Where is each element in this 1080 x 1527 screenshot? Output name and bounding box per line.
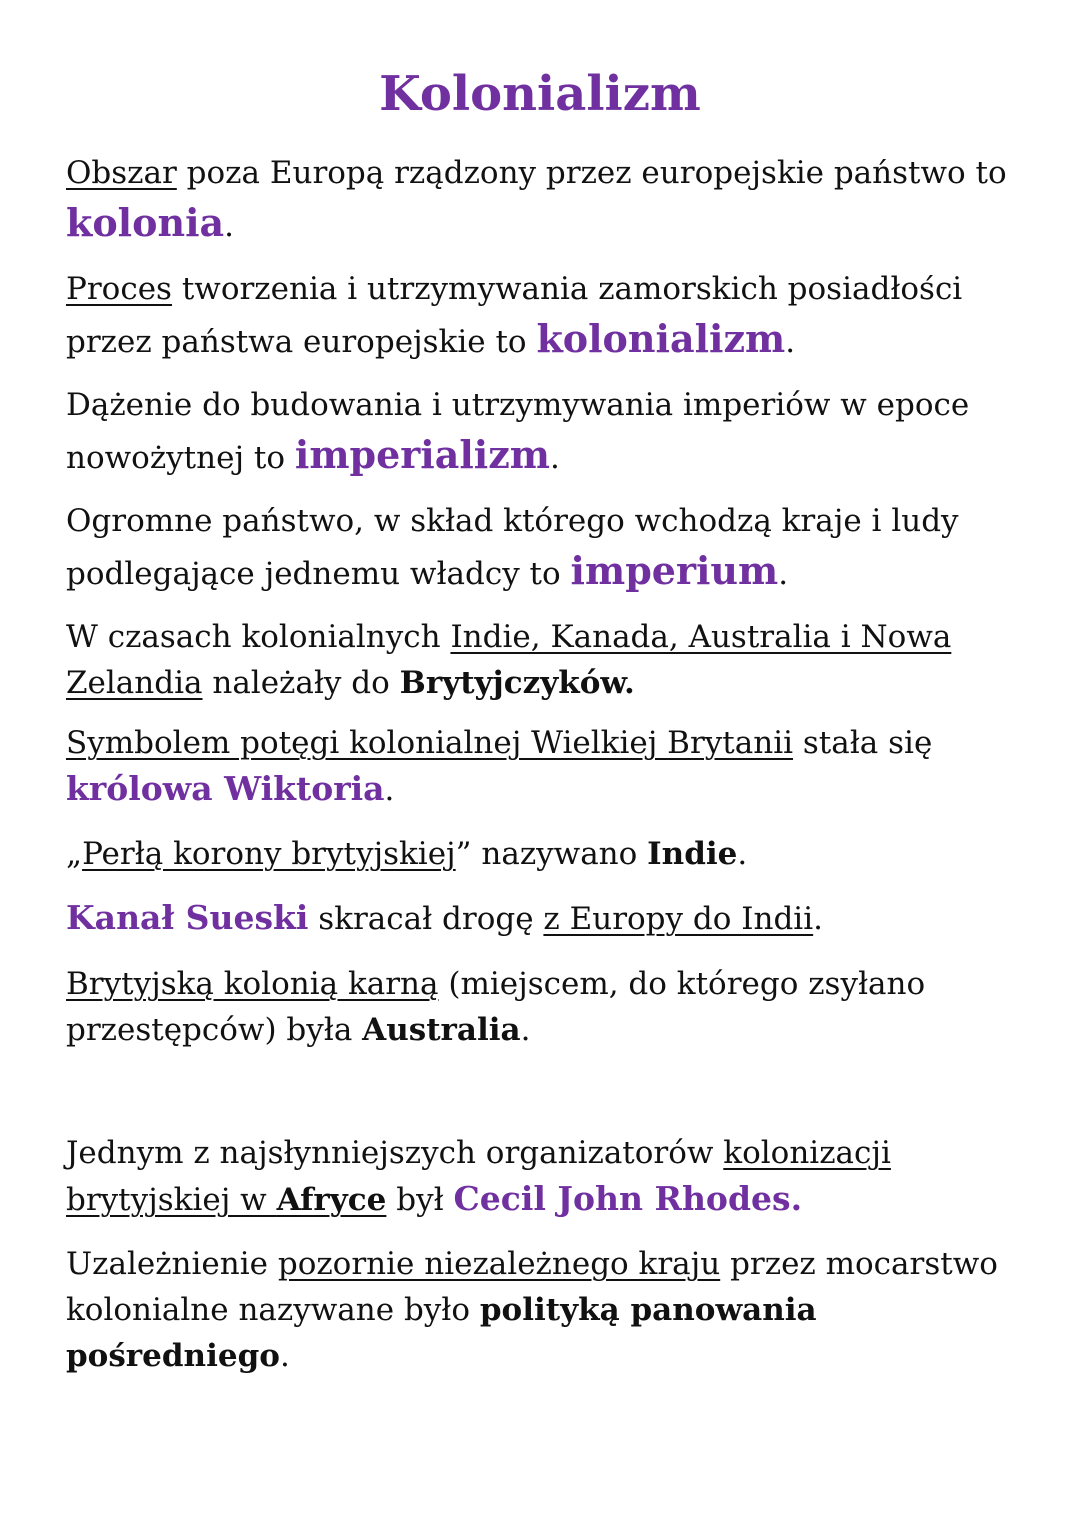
paragraph-kolonia: [66, 148, 1026, 251]
underlined-term: Brytyjską kolonią karną: [66, 966, 439, 1002]
key-term: kolonializm: [536, 316, 786, 361]
paragraph-text: poza Europą rządzony przez europejskie państwo to: [176, 155, 1007, 191]
paragraph-text: ” nazywano: [455, 836, 648, 872]
paragraph-kanal-sueski: [66, 895, 1026, 942]
underlined-term-part: brytyjskiej w: [66, 1182, 277, 1218]
paragraph-text: Dążenie do budowania i utrzymywania imperiów w epoce: [66, 387, 970, 423]
key-term: imperializm: [294, 432, 551, 477]
paragraph-end: .: [778, 556, 789, 592]
paragraph-text: przez państwa europejskie to: [66, 324, 537, 360]
paragraph-wiktoria: [66, 720, 1026, 813]
bold-term: Australia: [362, 1012, 521, 1048]
key-term: królowa Wiktoria: [66, 769, 385, 808]
bold-term: Afryce: [276, 1182, 387, 1218]
underlined-term: Perłą korony brytyjskiej: [82, 836, 456, 872]
paragraph-text: stała się: [793, 725, 933, 761]
paragraph-text: nowożytnej to: [66, 440, 295, 476]
paragraph-text: Uzależnienie: [66, 1246, 278, 1282]
paragraph-text: przestępców) była: [66, 1012, 363, 1048]
paragraph-end: .: [384, 772, 395, 808]
paragraph-end: .: [737, 836, 748, 872]
paragraph-end: .: [279, 1338, 290, 1374]
page-title: Kolonializm: [379, 66, 701, 122]
quote-open: „: [66, 836, 83, 872]
key-term: kolonia: [66, 200, 225, 245]
key-term: Cecil John Rhodes.: [453, 1179, 803, 1218]
bold-term: pośredniego: [66, 1338, 280, 1374]
paragraph-end: .: [224, 208, 235, 244]
underlined-term: Symbolem potęgi kolonialnej Wielkiej Brytanii: [66, 725, 794, 761]
paragraph-text: kolonialne nazywane było: [66, 1292, 480, 1328]
underlined-term: Obszar: [66, 155, 177, 191]
paragraph-indie: [66, 831, 1026, 877]
paragraph-imperium: [66, 496, 1026, 599]
paragraph-brytyjczycy: [66, 614, 1026, 706]
paragraph-kolonializm: [66, 264, 1026, 367]
key-term: Kanał Sueski: [66, 898, 309, 937]
bold-term: Indie: [647, 836, 738, 872]
paragraph-rhodes: [66, 1130, 1026, 1223]
key-term: imperium: [570, 548, 779, 593]
paragraph-panowanie-posrednie: [66, 1241, 1026, 1379]
paragraph-text: tworzenia i utrzymywania zamorskich posiadłości: [171, 271, 963, 307]
paragraph-imperializm: [66, 380, 1026, 483]
underlined-term: pozornie niezależnego kraju: [277, 1246, 721, 1282]
paragraph-end: .: [785, 324, 796, 360]
paragraph-end: .: [520, 1012, 531, 1048]
underlined-term: Indie, Kanada, Australia i Nowa: [450, 619, 952, 655]
paragraph-text: był: [386, 1182, 454, 1218]
paragraph-end: .: [813, 901, 823, 937]
paragraph-text: Jednym z najsłynniejszych organizatorów: [66, 1135, 724, 1171]
underlined-term: z Europy do Indii: [543, 901, 814, 937]
underlined-term: Proces: [66, 271, 172, 307]
underlined-term: Zelandia: [66, 665, 203, 701]
paragraph-text: Ogromne państwo, w skład którego wchodzą kraje i ludy: [66, 503, 959, 539]
paragraph-text: przez mocarstwo: [720, 1246, 998, 1282]
underlined-term: kolonizacji: [723, 1135, 891, 1171]
paragraph-text: podlegające jednemu władcy to: [66, 556, 571, 592]
underlined-term: [66, 1182, 386, 1218]
paragraph-text: (miejscem, do którego zsyłano: [438, 966, 926, 1002]
paragraph-text: skracał drogę: [308, 901, 544, 937]
bold-term: polityką panowania: [479, 1292, 817, 1328]
paragraph-end: .: [550, 440, 560, 476]
paragraph-australia: [66, 961, 1026, 1053]
paragraph-text: należały do: [202, 665, 400, 701]
paragraph-text: W czasach kolonialnych: [66, 619, 451, 655]
bold-term: Brytyjczyków.: [399, 665, 635, 701]
